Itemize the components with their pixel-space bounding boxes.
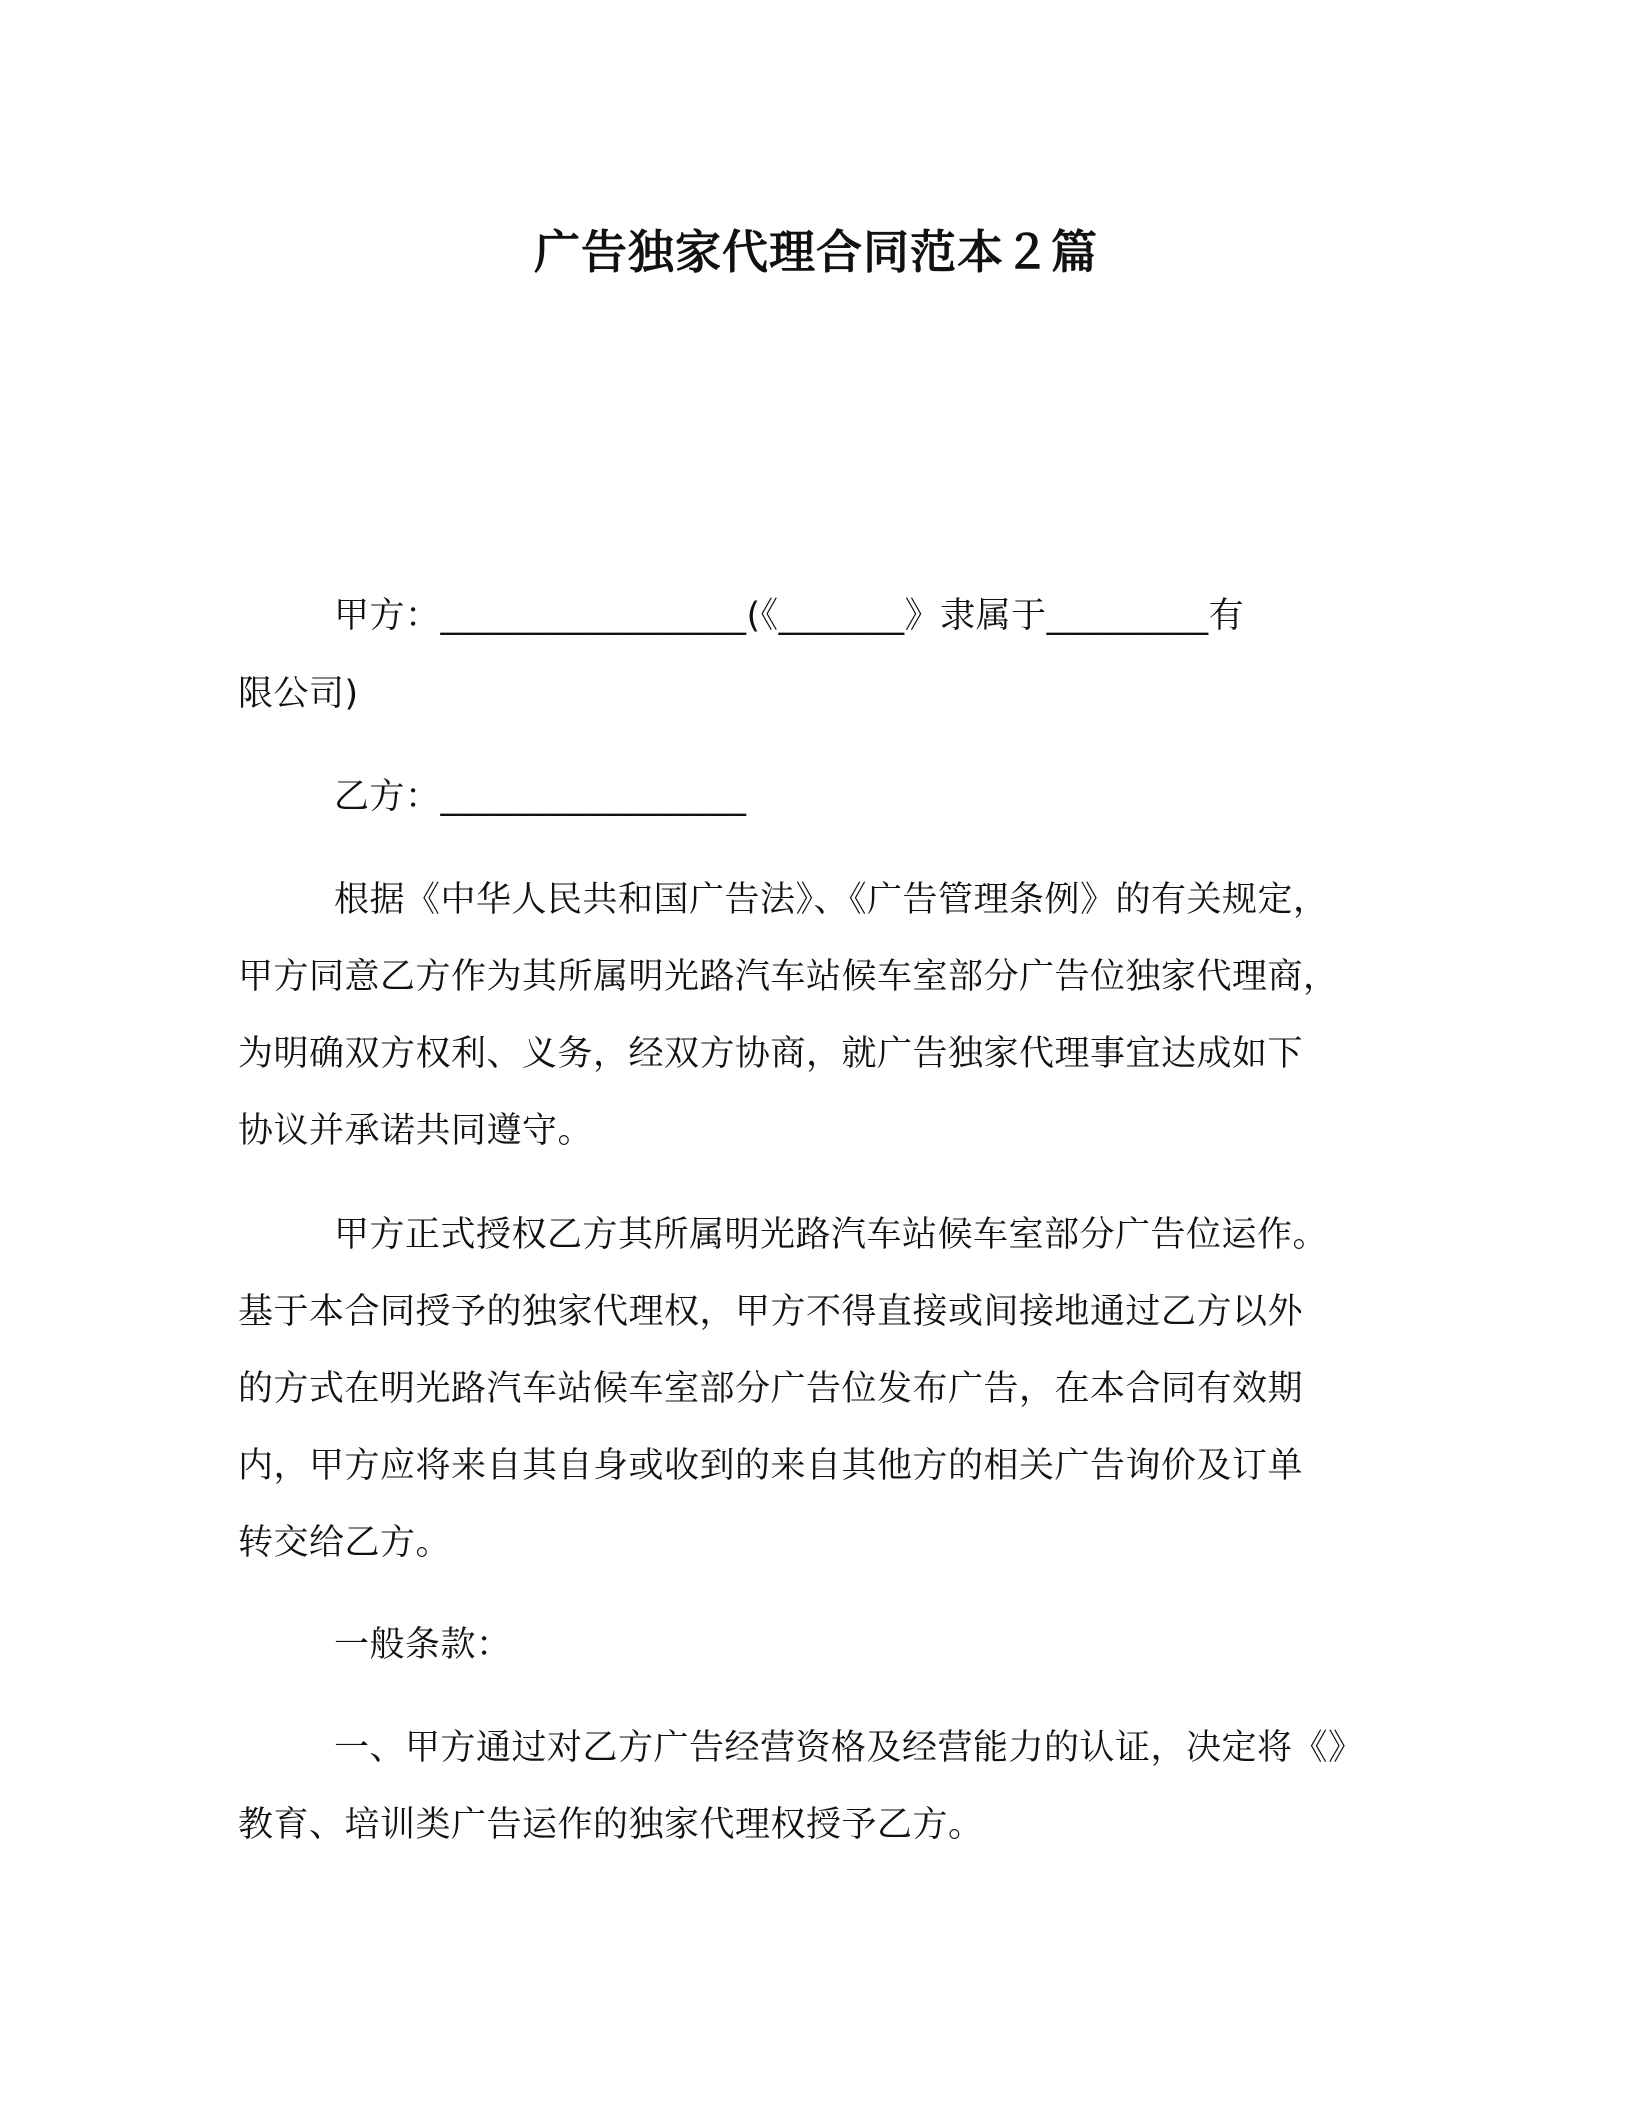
party-b-line: 乙方：_________________: [334, 777, 747, 817]
paragraph-2-line-1: 甲方正式授权乙方其所属明光路汽车站候车室部分广告位运作。: [334, 1215, 1329, 1255]
section-heading-general-terms: 一般条款：: [334, 1625, 512, 1665]
paragraph-2-line-3: 的方式在明光路汽车站候车室部分广告位发布广告，在本合同有效期: [238, 1369, 1304, 1409]
paragraph-2-line-5: 转交给乙方。: [238, 1523, 452, 1563]
party-a-line-1: 甲方：_________________(《_______》隶属于_________有: [334, 596, 1245, 636]
paragraph-1-line-3: 为明确双方权利、义务，经双方协商，就广告独家代理事宜达成如下: [238, 1034, 1304, 1074]
paragraph-1-line-2: 甲方同意乙方作为其所属明光路汽车站候车室部分广告位独家代理商，: [238, 957, 1339, 997]
paragraph-2-line-2: 基于本合同授予的独家代理权，甲方不得直接或间接地通过乙方以外: [238, 1292, 1304, 1332]
paragraph-1-line-4: 协议并承诺共同遵守。: [238, 1111, 594, 1151]
paragraph-2-line-4: 内，甲方应将来自其自身或收到的来自其他方的相关广告询价及订单: [238, 1446, 1304, 1486]
party-a-line-2: 限公司): [238, 674, 359, 714]
paragraph-1-line-1: 根据《中华人民共和国广告法》、《广告管理条例》的有关规定，: [334, 880, 1329, 920]
document-title: 广告独家代理合同范本２篇: [534, 225, 1098, 279]
clause-1-line-2: 教育、培训类广告运作的独家代理权授予乙方。: [238, 1805, 984, 1845]
clause-1-line-1: 一、甲方通过对乙方广告经营资格及经营能力的认证，决定将《》: [334, 1728, 1364, 1768]
